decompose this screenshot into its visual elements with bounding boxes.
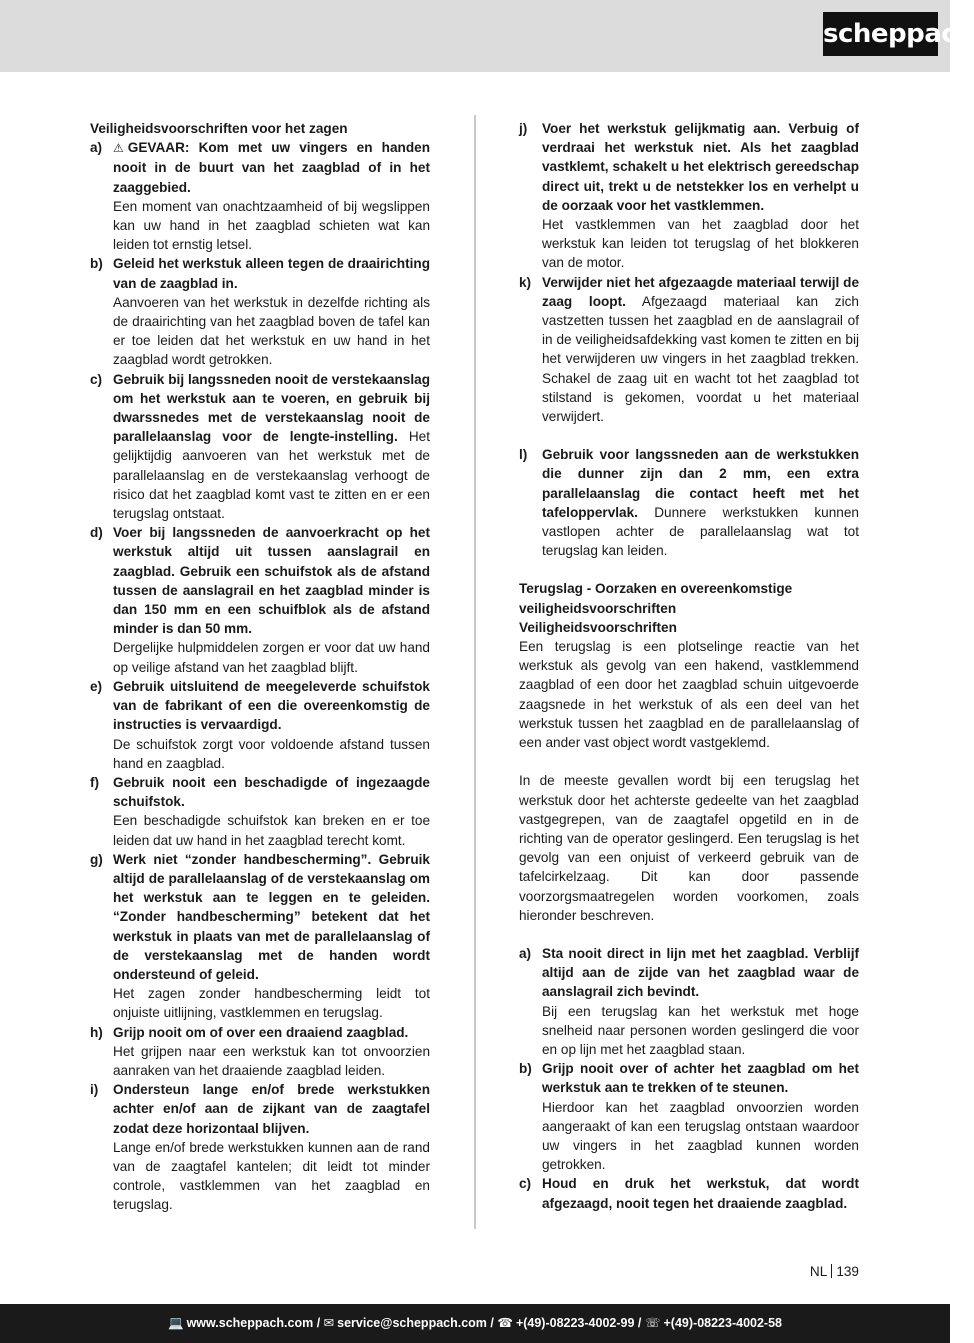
section-heading: Veiligheidsvoorschriften voor het zagen	[90, 121, 348, 136]
page-number-value: 139	[836, 1264, 859, 1279]
item-label: l)	[519, 447, 528, 463]
item-label: d)	[90, 525, 103, 541]
item-label: g)	[90, 851, 103, 867]
mail-icon: ✉	[323, 1316, 335, 1330]
item-lead: Gebruik nooit een beschadigde of ingezaagde schuifstok.	[113, 774, 430, 810]
page-number	[810, 1264, 859, 1279]
phone-icon: ☎	[497, 1316, 513, 1330]
item-label: k)	[519, 274, 532, 290]
item-lead: Sta nooit direct in lijn met het zaagblad. Verblijf altijd aan de zijde van het zaagblad waar de aanslagrail zich bevindt.	[542, 945, 859, 1000]
list-item	[519, 944, 859, 1059]
paragraph: In de meeste gevallen wordt bij een terugslag het werkstuk door het achterste gedeelte van het zaagblad vastgegrepen, van de zaagtafel opgetild en in de richting van de operator geslingerd. Een terugslag is het gevolg van een onjuist of verkeerd gebruik van de tafelcirkelzaag. Dit kan door passende voorzorgsmaatregelen worden voorkomen, zoals hieronder beschreven.	[519, 773, 859, 923]
footer-email[interactable]: service@scheppach.com /	[337, 1316, 494, 1330]
item-lead: Gebruik voor langssneden aan de werkstukken die dunner zijn dan 2 mm, een extra parallelaanslag die contact heeft met het tafeloppervlak.	[542, 447, 859, 520]
item-lead: Verwijder niet het afgezaagde materiaal terwijl de zaag loopt.	[542, 274, 859, 309]
item-body: Lange en/of brede werkstukken kunnen aan de rand van de zaagtafel kantelen; dit leidt tot minder controle, vastklemmen van het zaagblad en terugslag.	[113, 1139, 430, 1213]
list-item	[90, 523, 430, 677]
footer-fax: +(49)-08223-4002-58	[663, 1316, 782, 1330]
paragraph: Een terugslag is een plotselinge reactie van het werkstuk als gevolg van een hakend, vastklemmend zaagblad of een door het zaagblad schuin uitgevoerde zaagsnede in het werkstuk of als een deel van het werkstuk tussen het zaagblad en de parallelaanslag of een ander vast object wordt vastgeklemd.	[519, 639, 859, 751]
list-item	[90, 773, 430, 850]
item-label: c)	[90, 371, 103, 387]
list-item	[90, 254, 430, 369]
item-body: Het grijpen naar een werkstuk kan tot onvoorzien aanraken van het draaiende zaagblad leiden.	[113, 1043, 430, 1078]
item-body: Het vastklemmen van het zaagblad door het werkstuk kan leiden tot terugslag of het blokkeren van de motor.	[542, 217, 859, 271]
item-label: i)	[90, 1082, 99, 1098]
sub-heading: Veiligheidsvoorschriften	[519, 619, 677, 635]
list-item	[90, 850, 430, 1023]
warning-icon: ⚠	[113, 141, 124, 156]
item-body: Dunnere werkstukken kunnen vastlopen achter de parallelaanslag wat tot terugslag kan leiden.	[542, 504, 859, 559]
item-body: Het gelijktijdig aanvoeren van het werkstuk met de parallelaanslag en de verstekaanslag verhoogt de risico dat het zaagblad komt vast te zitten en er een terugslag ontstaat.	[113, 429, 430, 522]
section-heading: Terugslag - Oorzaken en overeenkomstige veiligheidsvoorschriften	[519, 581, 793, 616]
footer-website[interactable]: www.scheppach.com /	[186, 1316, 321, 1330]
item-body: Een beschadigde schuifstok kan breken en er toe leiden dat uw hand in het zaagblad terecht komt.	[113, 813, 430, 848]
list-item	[90, 1080, 430, 1214]
item-lead: Gebruik bij langssneden nooit de verstekaanslag om het werkstuk aan te voeren, en gebruik bij dwarssnedes met de verstekaanslag nooit de parallelaanslag voor de lengte-instelling.	[113, 371, 430, 445]
item-lead: Gebruik uitsluitend de meegeleverde schuifstok van de fabrikant of een die overeenkomstig de instructies is vervaardigd.	[113, 678, 430, 733]
footer-bar	[0, 1304, 950, 1343]
item-label: a)	[519, 945, 532, 961]
list-item	[90, 1023, 430, 1081]
item-label: e)	[90, 678, 103, 694]
item-body: Afgezaagd materiaal kan zich vastzetten tussen het zaagblad en de aanslagrail of in de veiligheidsafdekking vast komen te zitten en bij het verwijderen uw vingers in het zaagblad trekken. Schakel de zaag uit en wacht tot het zaagblad tot stilstand is gekomen, voordat u het materiaal verwijdert.	[542, 293, 859, 425]
item-label: h)	[90, 1024, 103, 1040]
list-item	[519, 119, 859, 273]
item-label: c)	[519, 1176, 532, 1192]
item-label: b)	[519, 1061, 532, 1077]
item-label: b)	[90, 256, 103, 272]
item-lead: Grijp nooit over of achter het zaagblad om het werkstuk aan te trekken of te steunen.	[542, 1061, 859, 1096]
page-number-separator	[831, 1264, 832, 1278]
item-lead: Voer het werkstuk gelijkmatig aan. Verbuig of verdraai het werkstuk niet. Als het zaagblad vastklemt, schakelt u het elektrisch gereedschap direct uit, trekt u de netstekker los en verhelpt u de oorzaak voor het vastklemmen.	[542, 121, 859, 213]
item-lead: Voer bij langssneden de aanvoerkracht op het werkstuk altijd uit tussen aanslagrail en zaagblad. Gebruik een schuifstok als de afstand tussen de aanslagrail en het zaagblad minder is dan 150 mm en een schuifblok als de afstand minder is dan 50 mm.	[113, 525, 430, 637]
language-code: NL	[809, 1264, 828, 1279]
item-lead: Grijp nooit om of over een draaiend zaagblad.	[113, 1024, 409, 1040]
item-lead: Geleid het werkstuk alleen tegen de draairichting van de zaagblad in.	[113, 256, 430, 291]
footer-phone: +(49)-08223-4002-99 /	[515, 1316, 642, 1330]
list-item	[90, 370, 430, 524]
list-item	[519, 1059, 859, 1174]
item-body: Bij een terugslag kan het werkstuk met hoge snelheid naar personen worden geslingerd die voor en op lijn met het zaagblad staan.	[542, 1003, 859, 1057]
item-lead: Houd en druk het werkstuk, dat wordt afgezaagd, nooit tegen het draaiende zaagblad.	[542, 1176, 859, 1211]
column-divider	[474, 115, 476, 1229]
item-body: Hierdoor kan het zaagblad onvoorzien worden aangeraakt of kan een terugslag ontstaan waardoor uw vingers in het zaagblad kunnen worden getrokken.	[542, 1099, 859, 1173]
item-body: Aanvoeren van het werkstuk in dezelfde richting als de draairichting van het zaagblad boven de tafel kan er toe leiden dat het werkstuk en uw hand in het zaagblad wordt getrokken.	[113, 294, 430, 368]
list-item	[519, 273, 859, 427]
item-body: Een moment van onachtzaamheid of bij wegslippen kan uw hand in het zaagblad schieten wat kan leiden tot ernstig letsel.	[113, 198, 430, 253]
header-bar	[0, 0, 974, 72]
item-label: j)	[519, 121, 528, 136]
item-body: Het zagen zonder handbescherming leidt tot onjuiste uitlijning, vastklemmen en terugslag.	[113, 986, 430, 1021]
item-lead: Werk niet “zonder handbescherming”. Gebruik altijd de parallelaanslag of de verstekaanslag om het werkstuk aan te leggen en te geleiden. “Zonder handbescherming” betekent dat het werkstuk in plaats van met de parallelaanslag of de verstekaanslag met de handen wordt ondersteund of geleid.	[113, 851, 430, 982]
list-item	[519, 445, 859, 560]
list-item	[90, 677, 430, 773]
item-label: f)	[90, 774, 100, 790]
fax-icon: ☏	[644, 1316, 661, 1330]
right-column	[519, 119, 859, 1213]
item-lead: Ondersteun lange en/of brede werkstukken achter en/of aan de zijkant van de zaagtafel zodat deze horizontaal blijven.	[113, 1082, 430, 1136]
brand-logo: scheppach	[823, 12, 938, 56]
item-lead: GEVAAR: Kom met uw vingers en handen nooit in de buurt van het zaagblad of in het zaaggebied.	[113, 140, 430, 195]
left-column	[90, 119, 430, 1215]
computer-icon: 💻	[168, 1316, 184, 1330]
list-item	[90, 138, 430, 254]
item-body: De schuifstok zorgt voor voldoende afstand tussen hand en zaagblad.	[113, 736, 430, 771]
item-body: Dergelijke hulpmiddelen zorgen er voor dat uw hand op veilige afstand van het zaagblad blijft.	[113, 640, 430, 675]
list-item	[519, 1174, 859, 1212]
item-label: a)	[90, 140, 103, 156]
